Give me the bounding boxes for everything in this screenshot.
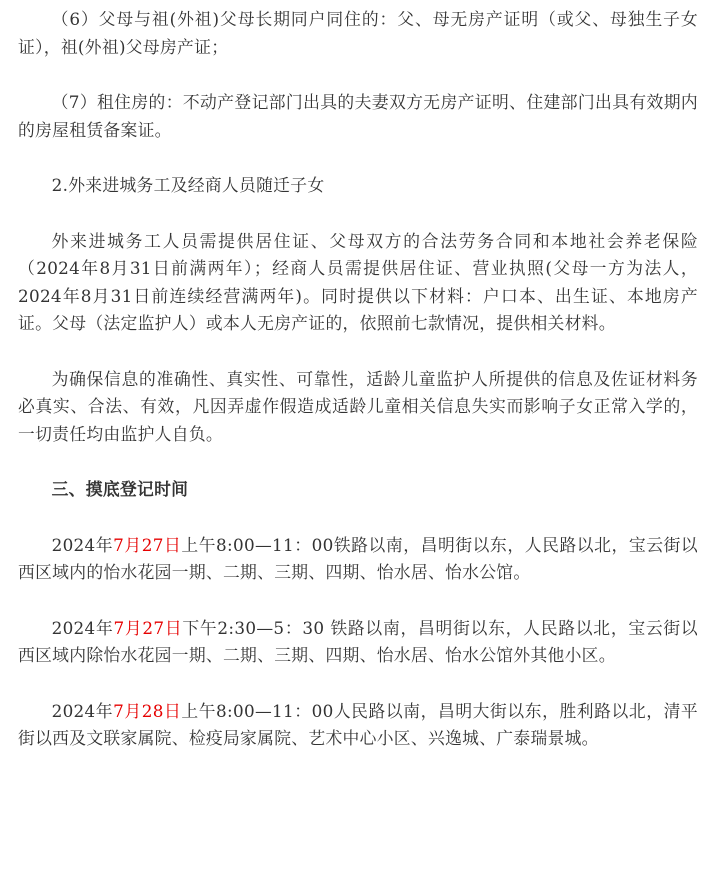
section-2-title: 2.外来进城务工及经商人员随迁子女 (51, 175, 325, 195)
schedule-item (18, 615, 698, 670)
paragraph-item-6: （6）父母与祖(外祖)父母长期同户同住的：父、母无房产证明（或父、母独生子女证），祖(外祖)父母房产证； (18, 9, 698, 57)
schedule-year: 2024年 (51, 534, 114, 555)
schedule-date: 7月27日 (113, 534, 182, 555)
schedule-text: 上午8:00—11：00铁路以南，昌明街以东，人民路以北，宝云街以西区域内的怡水花园一期、二期、三期、四期、怡水居、怡水公馆。 (18, 534, 699, 582)
schedule-date: 7月27日 (113, 617, 183, 638)
guarantee-paragraph: 为确保信息的准确性、真实性、可靠性，适龄儿童监护人所提供的信息及佐证材料务必真实、合法、有效，凡因弄虚作假造成适龄儿童相关信息失实而影响子女正常入学的，一切责任均由监护人自负。 (18, 368, 698, 444)
schedule-year: 2024年 (51, 700, 114, 721)
schedule-text: 上午8:00—11：00人民路以南，昌明大街以东，胜利路以北，清平街以西及文联家属院、检疫局家属院、艺术中心小区、兴逸城、广泰瑞景城。 (18, 700, 699, 748)
schedule-date: 7月28日 (113, 700, 182, 721)
schedule-text: 下午2:30—5：30 铁路以南，昌明街以东，人民路以北，宝云街以西区域内除怡水花园一期、二期、三期、四期、怡水居、怡水公馆外其他小区。 (18, 617, 699, 665)
schedule-item (18, 698, 698, 753)
section-3-title: 三、摸底登记时间 (51, 479, 189, 499)
schedule-year: 2024年 (51, 617, 114, 638)
schedule-item (18, 532, 698, 587)
section-2-body: 外来进城务工人员需提供居住证、父母双方的合法劳务合同和本地社会养老保险（2024年8月31日前满两年）；经商人员需提供居住证、营业执照(父母一方为法人，2024年8月31日前连续经营满两年)。同时提供以下材料：户口本、出生证、本地房产证。父母（法定监护人）或本人无房产证的，依照前七款情况，提供相关材料。 (18, 230, 698, 333)
paragraph-item-7: （7）租住房的：不动产登记部门出具的夫妻双方无房产证明、住建部门出具有效期内的房屋租赁备案证。 (18, 92, 698, 140)
